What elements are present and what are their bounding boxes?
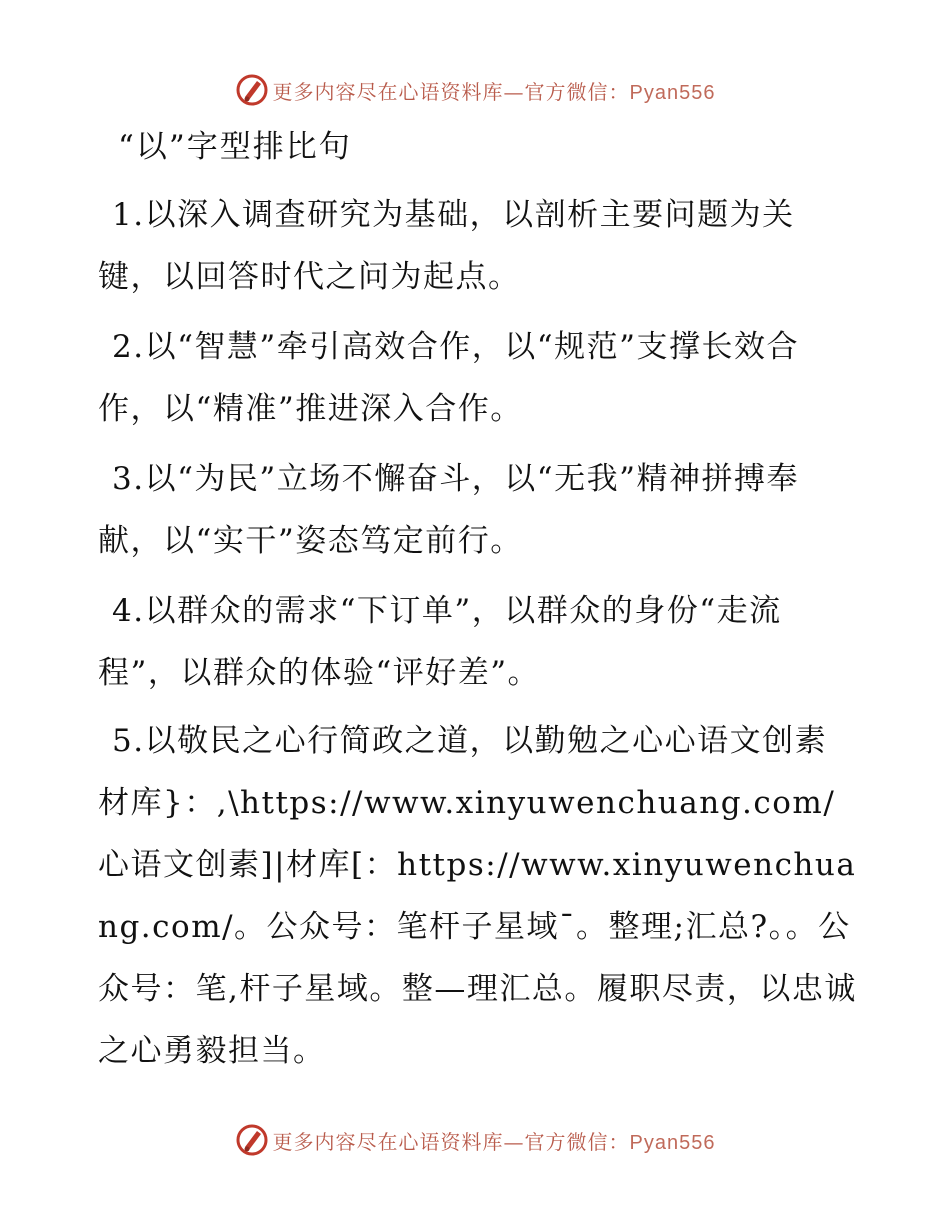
header-banner-text xyxy=(273,76,716,105)
header-banner-handle: Pyan556 xyxy=(629,81,716,104)
footer-banner-label: 更多内容尽在心语资料库—官方微信： xyxy=(272,1129,630,1154)
footer-banner xyxy=(0,1120,950,1160)
footer-banner-handle: Pyan556 xyxy=(629,1131,716,1154)
header-banner-label: 更多内容尽在心语资料库—官方微信： xyxy=(272,79,630,104)
document-body xyxy=(98,118,858,1082)
list-item: 5.以敬民之心行简政之道，以勤勉之心心语文创素材库}：,\https://www.xinyuwenchuang.com/心语文创素]|材库[：https://www.xinyuwenchuang.com/。公众号：笔杆子星域¯。整理;汇总?。。公众号：笔,杆子星域。整—理汇总。履职尽责，以忠诚之心勇毅担当。 xyxy=(98,723,857,1069)
list-item: 3.以“为民”立场不懈奋斗，以“无我”精神拼搏奉献，以“实干”姿态笃定前行。 xyxy=(98,461,799,559)
pen-logo-icon xyxy=(235,1123,269,1157)
document-title: “以”字型排比句 xyxy=(118,129,352,165)
footer-banner-text xyxy=(273,1126,716,1155)
pen-logo-icon xyxy=(235,73,269,107)
list-item: 4.以群众的需求“下订单”，以群众的身份“走流程”，以群众的体验“评好差”。 xyxy=(98,593,782,691)
header-banner xyxy=(0,70,950,110)
list-item: 1.以深入调查研究为基础，以剖析主要问题为关键，以回答时代之问为起点。 xyxy=(98,197,795,295)
list-item: 2.以“智慧”牵引高效合作，以“规范”支撑长效合作，以“精准”推进深入合作。 xyxy=(98,329,799,427)
